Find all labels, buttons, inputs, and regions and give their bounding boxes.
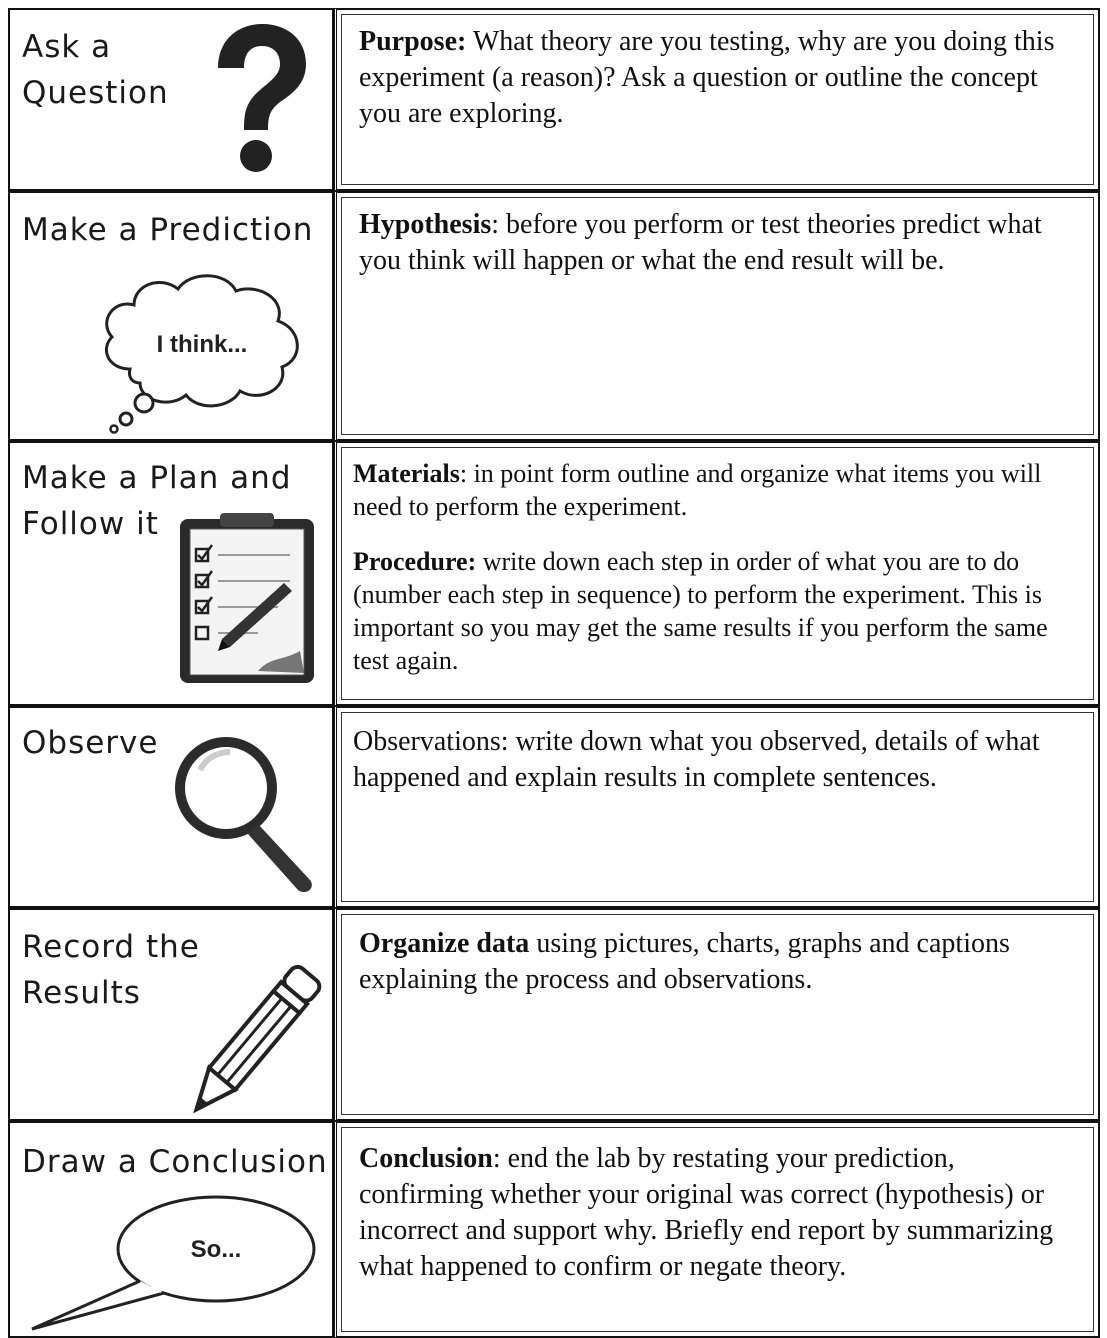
- term: Materials: [353, 459, 460, 488]
- pencil-icon: [178, 960, 328, 1124]
- clipboard-checklist-icon: [178, 511, 318, 687]
- term: Purpose:: [359, 26, 467, 57]
- speech-bubble-icon: [24, 1193, 324, 1333]
- term: Hypothesis: [359, 209, 492, 240]
- thought-bubble-icon: [90, 259, 310, 439]
- term: Procedure:: [353, 547, 477, 576]
- description-text: Observations: write down what you observed, details of what happened and explain results in complete sentences.: [353, 726, 1040, 793]
- step-title: Observe: [22, 725, 159, 761]
- row-make-prediction: [8, 191, 1100, 441]
- bubble-text: So...: [190, 1236, 242, 1263]
- step-title: Ask a Question: [22, 29, 169, 111]
- description-text: What theory are you testing, why are you doing this experiment (a reason)? Ask a question or outline the concept you are exploring.: [359, 26, 1055, 129]
- step-title: Draw a Conclusion: [22, 1144, 328, 1180]
- step-cell: [8, 1121, 334, 1338]
- step-cell: [8, 908, 334, 1121]
- description-text: : before you perform or test theories predict what you think will happen or what the end result will be.: [359, 209, 1042, 276]
- description-cell: [334, 908, 1100, 1121]
- description-text: : in point form outline and organize what items you will need to perform the experiment.: [353, 459, 1042, 521]
- step-title: Record the Results: [22, 929, 200, 1011]
- description-text: using pictures, charts, graphs and captions explaining the process and observations.: [359, 928, 1010, 995]
- step-cell: [8, 8, 334, 191]
- description-cell: [334, 441, 1100, 706]
- materials-paragraph: [353, 457, 1076, 523]
- question-mark-icon: [210, 22, 310, 174]
- description-text: : end the lab by restating your prediction, confirming whether your original was correct (hypothesis) or incorrect and support why. Briefly end report by summarizing what happened to confirm or negate theory.: [359, 1143, 1054, 1282]
- procedure-paragraph: [353, 545, 1076, 677]
- row-ask-question: [8, 8, 1100, 191]
- magnifying-glass-icon: [170, 730, 330, 900]
- row-record-results: [8, 908, 1100, 1121]
- step-cell: [8, 441, 334, 706]
- term: Organize data: [359, 928, 530, 959]
- description: [359, 207, 1076, 279]
- description: [353, 457, 1076, 677]
- description-cell: [334, 1121, 1100, 1338]
- description-cell: [334, 191, 1100, 441]
- row-observe: [8, 706, 1100, 908]
- description: [359, 1141, 1076, 1285]
- step-title: Make a Prediction: [22, 212, 314, 248]
- term: Conclusion: [359, 1143, 493, 1174]
- description: [359, 24, 1076, 132]
- row-make-plan: [8, 441, 1100, 706]
- step-cell: [8, 706, 334, 908]
- bubble-text: I think...: [156, 331, 248, 358]
- description-cell: [334, 8, 1100, 191]
- step-title: Make a Plan and Follow it: [22, 460, 292, 542]
- step-cell: [8, 191, 334, 441]
- description-text: write down each step in order of what you are to do (number each step in sequence) to perform the experiment. This is important so you may get the same results if you perform the same test again.: [353, 547, 1048, 675]
- description: [353, 724, 1076, 796]
- description-cell: [334, 706, 1100, 908]
- description: [359, 926, 1076, 998]
- row-draw-conclusion: [8, 1121, 1100, 1338]
